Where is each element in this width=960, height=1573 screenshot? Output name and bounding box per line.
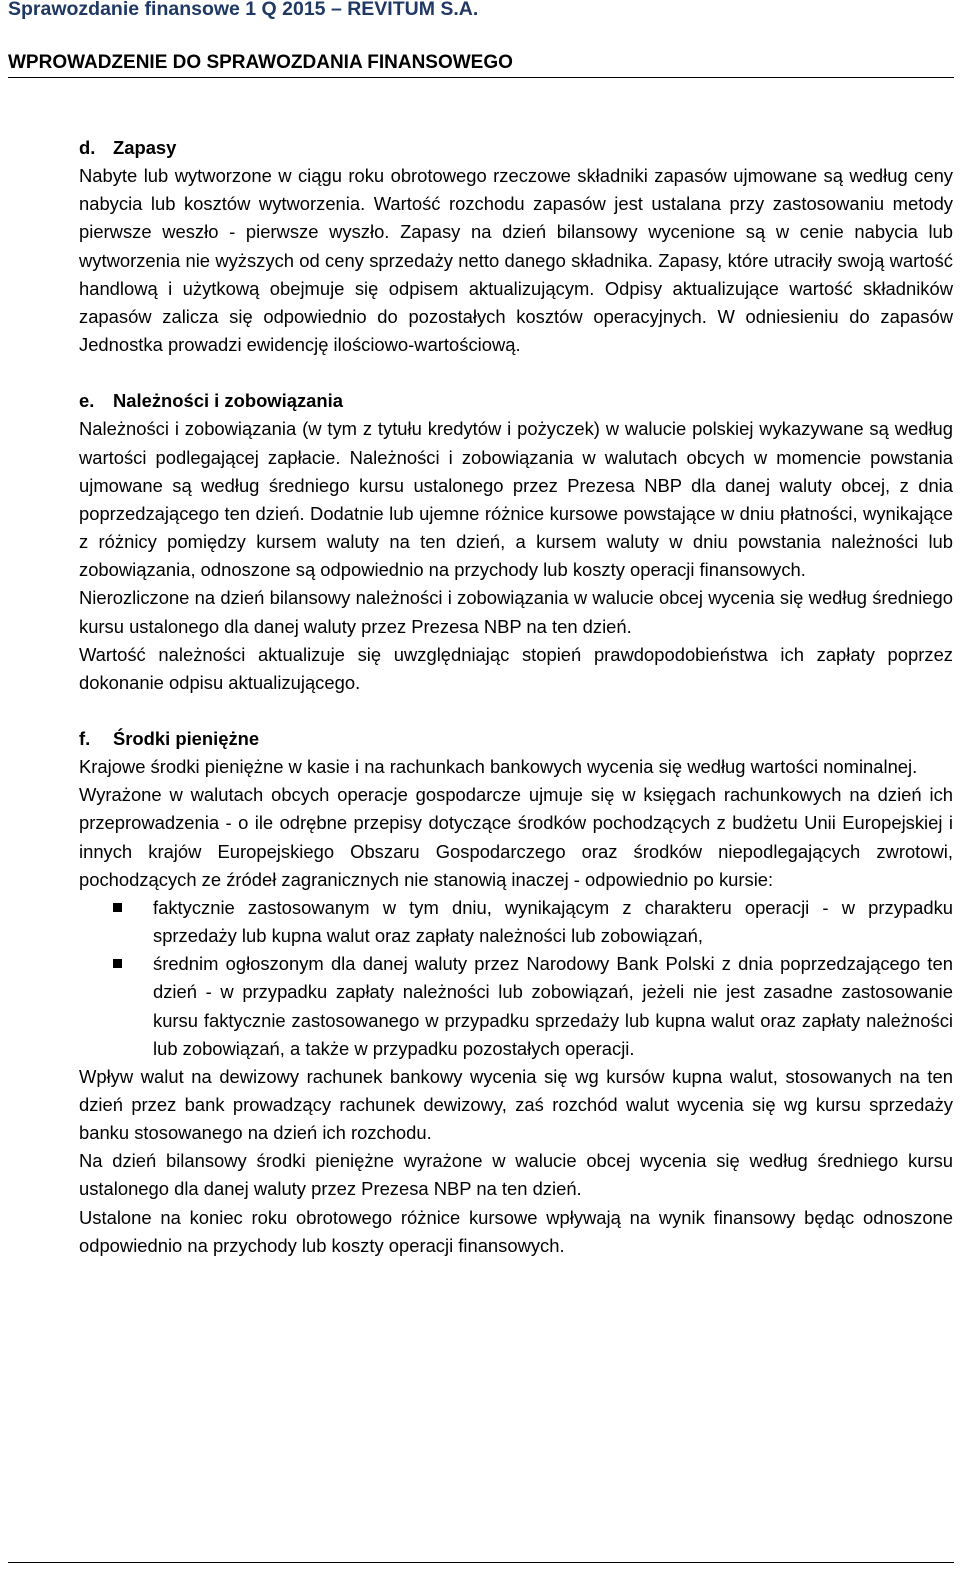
- section-cash: [79, 725, 953, 1260]
- spacer: [79, 359, 953, 387]
- section-letter: e.: [79, 390, 95, 412]
- footer-divider: [8, 1562, 954, 1563]
- section-heading: [79, 725, 953, 753]
- section-heading: [79, 134, 953, 162]
- section-title: Środki pieniężne: [113, 727, 260, 749]
- spacer: [79, 697, 953, 725]
- section-subtitle: WPROWADZENIE DO SPRAWOZDANIA FINANSOWEGO: [8, 52, 513, 73]
- section-receivables-liabilities: [79, 387, 953, 697]
- paragraph: Ustalone na koniec roku obrotowego różnice kursowe wpływają na wynik finansowy będąc odnoszone odpowiednio na przychody lub koszty operacji finansowych.: [79, 1206, 953, 1256]
- list-item: [79, 894, 953, 950]
- list-item-text: faktycznie zastosowanym w tym dniu, wynikającym z charakteru operacji - w przypadku sprzedaży lub kupna walut oraz zapłaty należności lub zobowiązań,: [153, 896, 953, 947]
- paragraph: Wyrażone w walutach obcych operacje gospodarcze ujmuje się w księgach rachunkowych na dzień ich przeprowadzenia - o ile odrębne przepisy dotyczące środków pochodzących z budżetu Unii Europejskiej i innych krajów Europejskiego Obszaru Gospodarczego oraz środków niepodlegających zwrotowi, pochodzących ze źródeł zagranicznych nie stanowią inaczej - odpowiednio po kursie:: [79, 784, 953, 890]
- paragraph: Krajowe środki pieniężne w kasie i na rachunkach bankowych wycenia się według wartości nominalnej.: [79, 756, 918, 778]
- report-title: Sprawozdanie finansowe 1 Q 2015 – REVITUM S.A.: [8, 0, 479, 20]
- section-inventories: [79, 134, 953, 359]
- section-letter: f.: [79, 727, 91, 749]
- paragraph: Wpływ walut na dewizowy rachunek bankowy wycenia się wg kursów kupna walut, stosowanych na ten dzień przez bank prowadzący rachunek dewizowy, zaś rozchód walut wycenia się wg kursu sprzedaży banku stosowanego na dzień ich rozchodu.: [79, 1065, 953, 1144]
- square-bullet-icon: [113, 903, 122, 912]
- square-bullet-icon: [113, 959, 122, 968]
- paragraph: Na dzień bilansowy środki pieniężne wyrażone w walucie obcej wycenia się według średniego kursu ustalonego dla danej waluty przez Prezesa NBP na ten dzień.: [79, 1150, 953, 1200]
- section-title: Należności i zobowiązania: [113, 390, 343, 412]
- list-item: [79, 950, 953, 1063]
- section-heading: [79, 387, 953, 415]
- document-body: [79, 134, 953, 1260]
- bullet-list: [79, 894, 953, 1063]
- paragraph: Wartość należności aktualizuje się uwzględniając stopień prawdopodobieństwa ich zapłaty poprzez dokonanie odpisu aktualizującego.: [79, 643, 953, 693]
- list-item-text: średnim ogłoszonym dla danej waluty przez Narodowy Bank Polski z dnia poprzedzającego ten dzień - w przypadku zapłaty należności lub zobowiązań, jeżeli nie jest zasadne zastosowanie kursu faktycznie zastosowanego w przypadku sprzedaży lub kupna walut oraz zapłaty należności lub zobowiązań, a także w przypadku pozostałych operacji.: [153, 953, 953, 1059]
- paragraph: Nierozliczone na dzień bilansowy należności i zobowiązania w walucie obcej wycenia się według średniego kursu ustalonego dla danej waluty przez Prezesa NBP na ten dzień.: [79, 587, 953, 637]
- section-title: Zapasy: [113, 137, 177, 158]
- paragraph: Należności i zobowiązania (w tym z tytułu kredytów i pożyczek) w walucie polskiej wykazywane są według wartości podlegającej zapłacie. Należności i zobowiązania w walutach obcych w momencie powstania ujmowane są według średniego kursu ustalonego przez Prezesa NBP dla danej waluty obcej, z dnia poprzedzającego ten dzień. Dodatnie lub ujemne różnice kursowe powstające w dniu płatności, wynikające z różnicy pomiędzy kursem waluty na ten dzień, a kursem waluty w dniu powstania należności lub zobowiązania, odnoszone są odpowiednio na przychody lub koszty operacji finansowych.: [79, 418, 953, 581]
- paragraph: Nabyte lub wytworzone w ciągu roku obrotowego rzeczowe składniki zapasów ujmowane są według ceny nabycia lub kosztów wytworzenia. Wartość rozchodu zapasów jest ustalana przy zastosowaniu metody pierwsze weszło - pierwsze wyszło. Zapasy na dzień bilansowy wycenione są w cenie nabycia lub wytworzenia nie wyższych od ceny sprzedaży netto danego składnika. Zapasy, które utraciły swoją wartość handlową i użytkową obejmuje się odpisem aktualizującym. Odpisy aktualizujące wartość składników zapasów zalicza się odpowiednio do pozostałych kosztów operacyjnych. W odniesieniu do zapasów Jednostka prowadzi ewidencję ilościowo-wartościową.: [79, 165, 953, 356]
- section-letter: d.: [79, 137, 96, 158]
- header-divider: [8, 77, 954, 78]
